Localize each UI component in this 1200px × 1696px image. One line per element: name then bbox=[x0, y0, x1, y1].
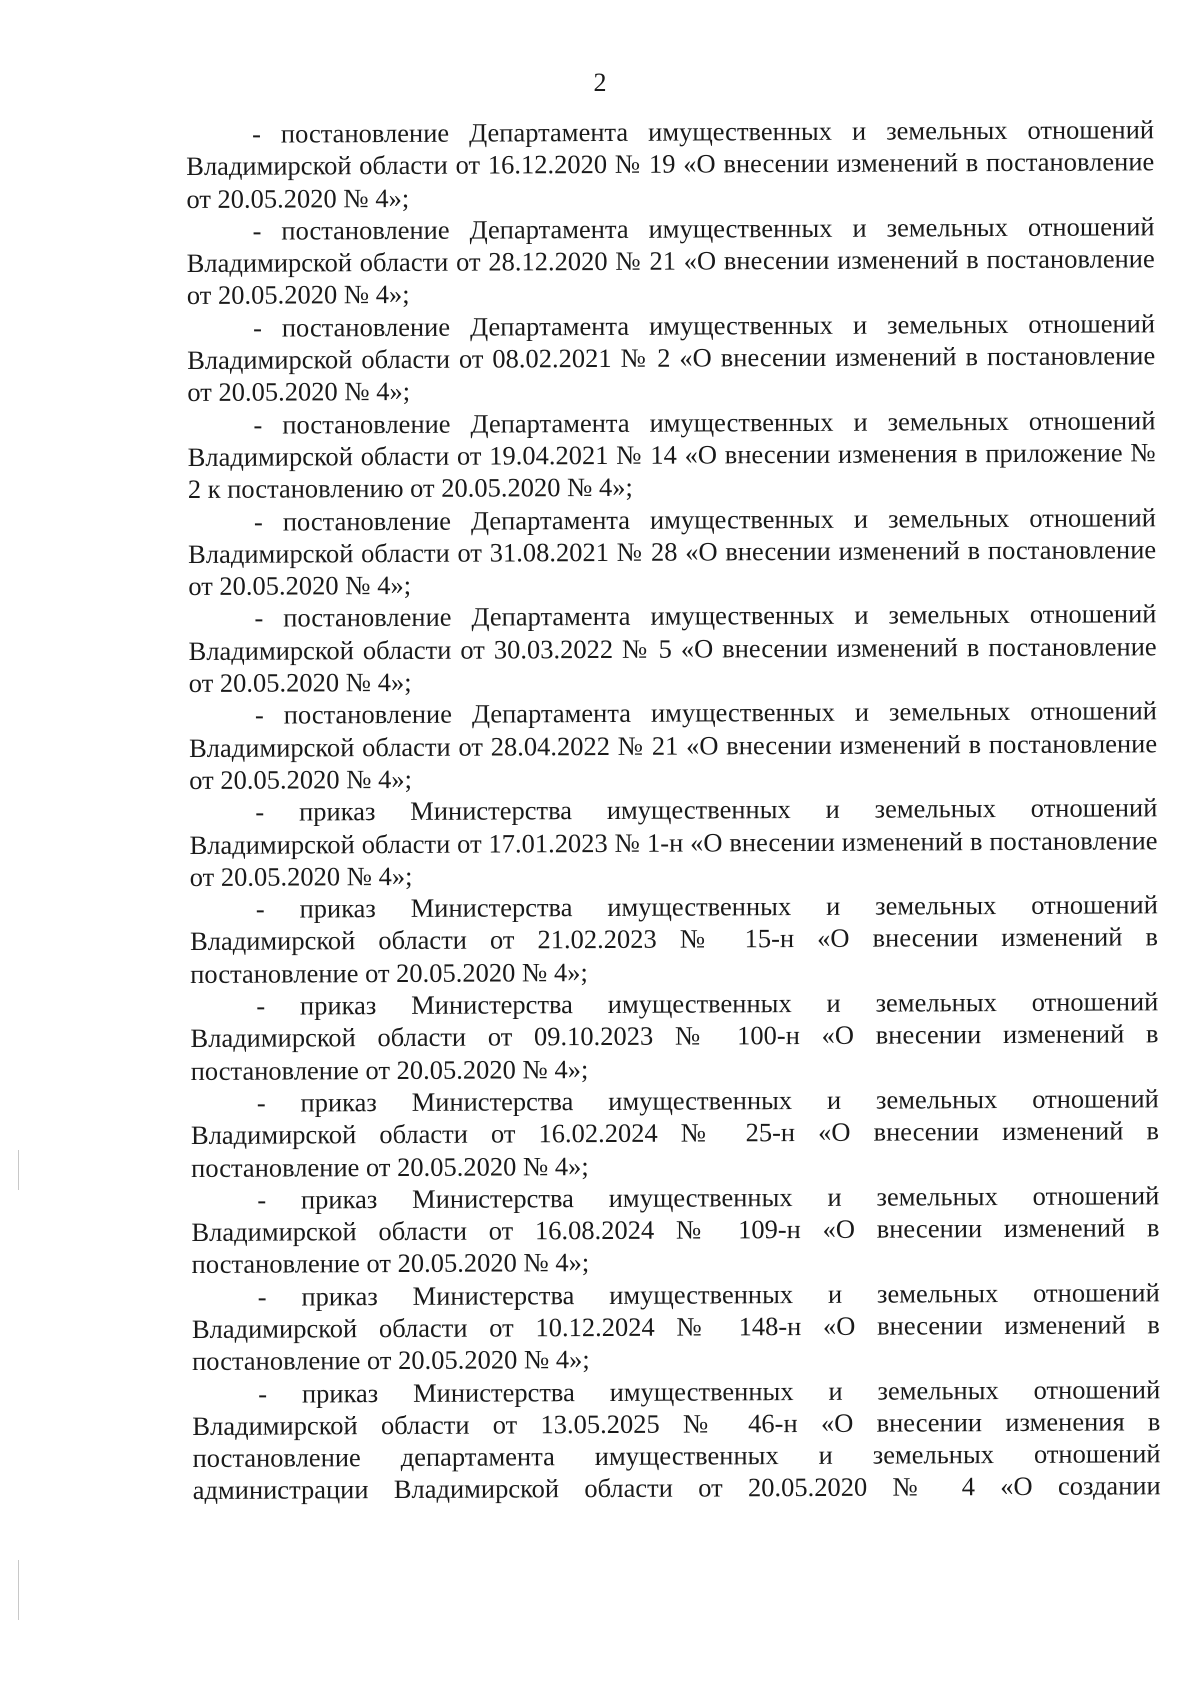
page-number: 2 bbox=[593, 68, 607, 97]
scan-edge-mark bbox=[18, 1150, 19, 1190]
list-item: - приказ Министерства имущественных и земельных отношений Владимирской области от 21.02.2023 № 15-н «О внесении изменений в постановление от 20.05.2020 № 4»; bbox=[189, 889, 1159, 989]
list-item: - приказ Министерства имущественных и земельных отношений Владимирской области от 17.01.2023 № 1-н «О внесении изменений в постановление от 20.05.2020 № 4»; bbox=[189, 792, 1158, 892]
list-item: - приказ Министерства имущественных и земельных отношений Владимирской области от 10.12.2024 № 148-н «О внесении изменений в постановление от 20.05.2020 № 4»; bbox=[191, 1276, 1160, 1377]
list-item: - приказ Министерства имущественных и земельных отношений Владимирской области от 16.08.2024 № 109-н «О внесении изменений в постановление от 20.05.2020 № 4»; bbox=[191, 1180, 1160, 1280]
list-item: - постановление Департамента имущественных и земельных отношений Владимирской области от 28.12.2020 № 21 «О внесении изменений в постановление от 20.05.2020 № 4»; bbox=[186, 211, 1155, 311]
list-item: - постановление Департамента имущественных и земельных отношений Владимирской области от 31.08.2021 № 28 «О внесении изменений в постановление от 20.05.2020 № 4»; bbox=[188, 501, 1157, 602]
list-item: - приказ Министерства имущественных и земельных отношений Владимирской области от 13.05.2025 № 46-н «О внесении изменения в постановление департамента имущественных и земельных отношений администрации Владимирской области от 20.05.2020 № 4 «О создании bbox=[192, 1373, 1161, 1506]
list-item: - приказ Министерства имущественных и земельных отношений Владимирской области от 16.02.2024 № 25-н «О внесении изменений в постановление от 20.05.2020 № 4»; bbox=[190, 1083, 1160, 1183]
list-item: - постановление Департамента имущественных и земельных отношений Владимирской области от 08.02.2021 № 2 «О внесении изменений в постановление от 20.05.2020 № 4»; bbox=[187, 308, 1156, 408]
scan-edge-mark bbox=[18, 1560, 19, 1620]
list-item: - постановление Департамента имущественных и земельных отношений Владимирской области от 28.04.2022 № 21 «О внесении изменений в постановление от 20.05.2020 № 4»; bbox=[189, 695, 1158, 795]
list-item: - постановление Департамента имущественных и земельных отношений Владимирской области от 30.03.2022 № 5 «О внесении изменений в постановление от 20.05.2020 № 4»; bbox=[188, 598, 1157, 699]
list-item: - постановление Департамента имущественных и земельных отношений Владимирской области от 16.12.2020 № 19 «О внесении изменений в постановление от 20.05.2020 № 4»; bbox=[186, 114, 1155, 214]
list-item: - приказ Министерства имущественных и земельных отношений Владимирской области от 09.10.2023 № 100-н «О внесении изменений в постановление от 20.05.2020 № 4»; bbox=[190, 986, 1159, 1086]
document-body bbox=[186, 113, 1161, 1506]
list-item: - постановление Департамента имущественных и земельных отношений Владимирской области от 19.04.2021 № 14 «О внесении изменения в приложение № 2 к постановлению от 20.05.2020 № 4»; bbox=[187, 404, 1156, 505]
